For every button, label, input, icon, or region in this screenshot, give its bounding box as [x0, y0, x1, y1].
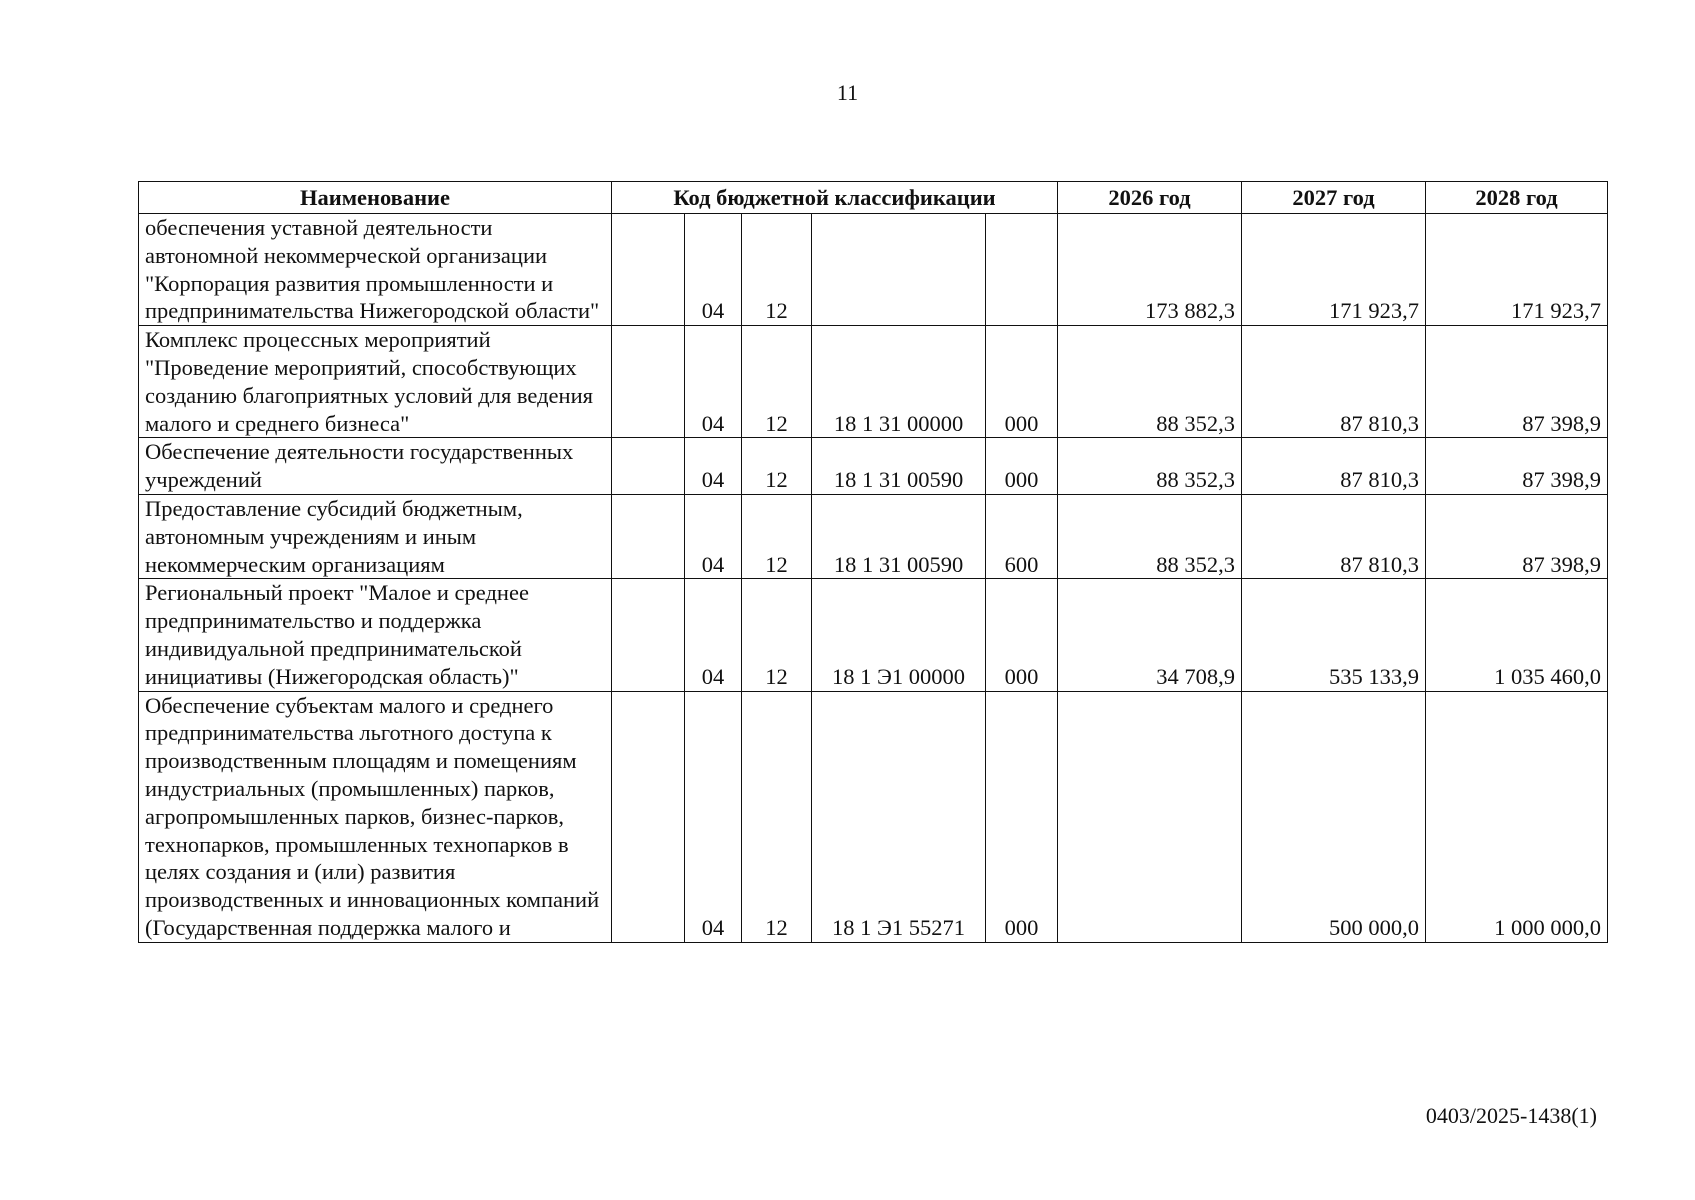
table-row [139, 691, 1608, 942]
row-code-subsection: 12 [742, 691, 812, 942]
row-code-1 [612, 438, 685, 495]
row-name: Комплекс процессных мероприятий "Проведение мероприятий, способствующих созданию благоприятных условий для ведения малого и среднего бизнеса" [139, 326, 612, 438]
table-row [139, 326, 1608, 438]
row-name: Обеспечение субъектам малого и среднего предпринимательства льготного доступа к производственным площадям и помещениям индустриальных (промышленных) парков, агропромышленных парков, бизнес-парков, технопарков, промышленных технопарков в целях создания и (или) развития производственных и инновационных компаний (Государственная поддержка малого и [139, 691, 612, 942]
row-name: Обеспечение деятельности государственных учреждений [139, 438, 612, 495]
document-code: 0403/2025-1438(1) [1425, 1103, 1597, 1128]
row-value-2026: 173 882,3 [1058, 214, 1242, 326]
row-value-2026: 34 708,9 [1058, 579, 1242, 691]
row-code-1 [612, 214, 685, 326]
row-code-target: 18 1 31 00590 [812, 438, 986, 495]
row-code-target: 18 1 Э1 55271 [812, 691, 986, 942]
row-code-expense-type: 000 [986, 438, 1058, 495]
row-value-2028: 171 923,7 [1426, 214, 1608, 326]
table-header-row [139, 182, 1608, 214]
row-value-2027: 171 923,7 [1242, 214, 1426, 326]
row-value-2026 [1058, 691, 1242, 942]
row-code-subsection: 12 [742, 494, 812, 578]
table-row [139, 579, 1608, 691]
row-value-2027: 87 810,3 [1242, 494, 1426, 578]
row-name: обеспечения уставной деятельности автономной некоммерческой организации "Корпорация развития промышленности и предпринимательства Нижегородской области" [139, 214, 612, 326]
row-code-section: 04 [685, 691, 742, 942]
row-value-2028: 87 398,9 [1426, 494, 1608, 578]
row-code-target: 18 1 31 00000 [812, 326, 986, 438]
header-2026: 2026 год [1058, 182, 1242, 214]
row-code-section: 04 [685, 214, 742, 326]
row-code-expense-type [986, 214, 1058, 326]
row-value-2028: 87 398,9 [1426, 326, 1608, 438]
row-code-expense-type: 000 [986, 326, 1058, 438]
row-code-section: 04 [685, 326, 742, 438]
row-code-subsection: 12 [742, 326, 812, 438]
row-value-2027: 87 810,3 [1242, 438, 1426, 495]
row-code-1 [612, 691, 685, 942]
row-code-section: 04 [685, 494, 742, 578]
row-code-expense-type: 000 [986, 691, 1058, 942]
row-name: Предоставление субсидий бюджетным, автономным учреждениям и иным некоммерческим организациям [139, 494, 612, 578]
row-code-subsection: 12 [742, 438, 812, 495]
row-code-expense-type: 600 [986, 494, 1058, 578]
row-code-subsection: 12 [742, 214, 812, 326]
row-code-section: 04 [685, 579, 742, 691]
row-code-expense-type: 000 [986, 579, 1058, 691]
header-2028: 2028 год [1426, 182, 1608, 214]
row-value-2027: 535 133,9 [1242, 579, 1426, 691]
row-value-2028: 87 398,9 [1426, 438, 1608, 495]
row-value-2026: 88 352,3 [1058, 438, 1242, 495]
row-code-section: 04 [685, 438, 742, 495]
table-row [139, 438, 1608, 495]
header-budget-code: Код бюджетной классификации [612, 182, 1058, 214]
budget-table [138, 181, 1608, 943]
row-code-target [812, 214, 986, 326]
row-value-2028: 1 000 000,0 [1426, 691, 1608, 942]
row-value-2026: 88 352,3 [1058, 326, 1242, 438]
row-value-2026: 88 352,3 [1058, 494, 1242, 578]
row-value-2027: 87 810,3 [1242, 326, 1426, 438]
row-code-1 [612, 326, 685, 438]
table-row [139, 214, 1608, 326]
row-value-2027: 500 000,0 [1242, 691, 1426, 942]
row-code-1 [612, 494, 685, 578]
header-2027: 2027 год [1242, 182, 1426, 214]
row-value-2028: 1 035 460,0 [1426, 579, 1608, 691]
row-code-subsection: 12 [742, 579, 812, 691]
header-name: Наименование [139, 182, 612, 214]
page-number: 11 [836, 80, 859, 105]
row-code-target: 18 1 Э1 00000 [812, 579, 986, 691]
table-row [139, 494, 1608, 578]
row-name: Региональный проект "Малое и среднее предпринимательство и поддержка индивидуальной предпринимательской инициативы (Нижегородская область)" [139, 579, 612, 691]
row-code-1 [612, 579, 685, 691]
row-code-target: 18 1 31 00590 [812, 494, 986, 578]
